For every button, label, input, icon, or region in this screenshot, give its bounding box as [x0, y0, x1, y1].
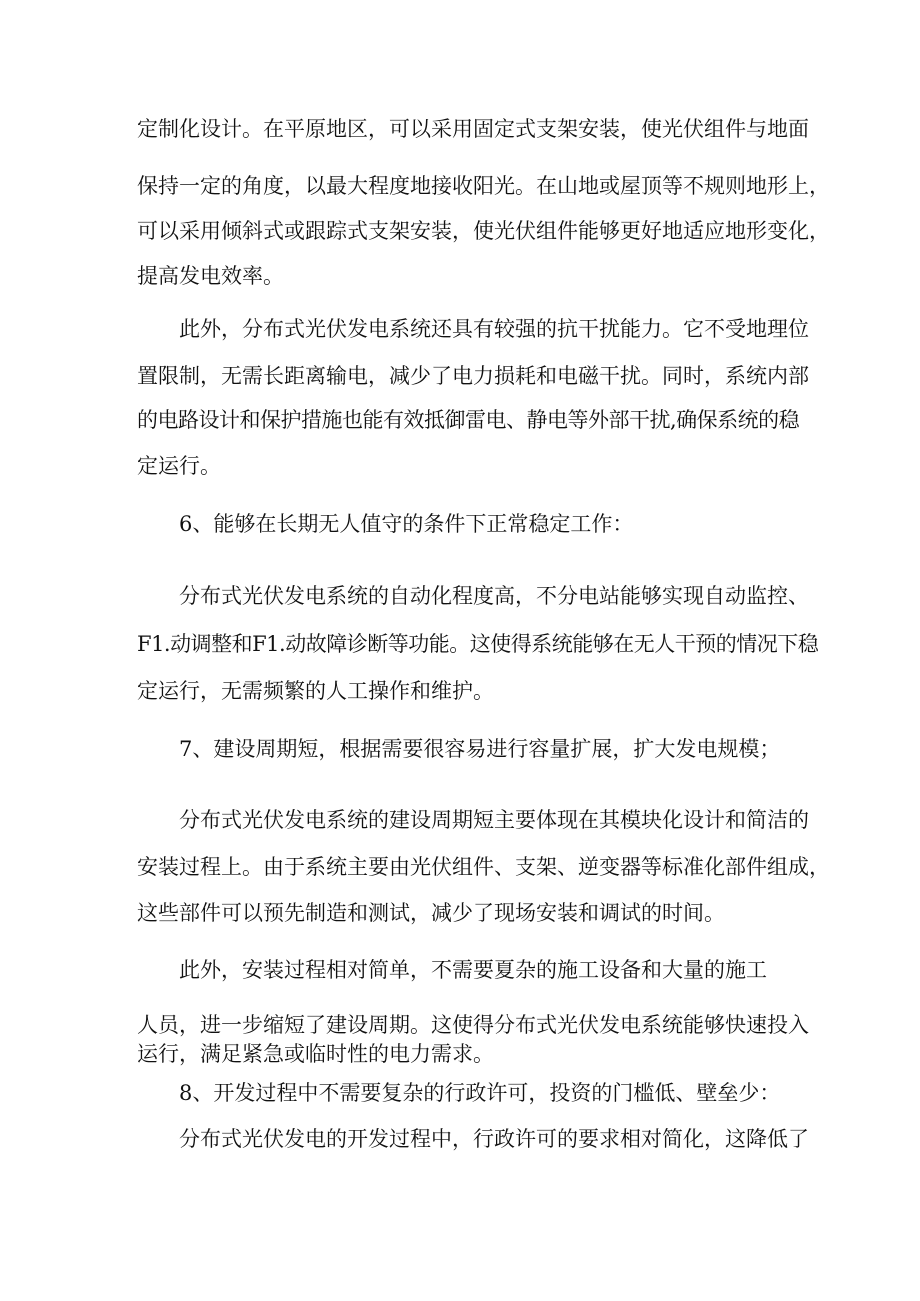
paragraph-line: 保持一定的角度，以最大程度地接收阳光。在山地或屋顶等不规则地形上， — [137, 174, 830, 198]
paragraph-line: 安装过程上。由于系统主要由光伏组件、支架、逆变器等标准化部件组成， — [137, 855, 830, 879]
paragraph-line: 定运行，无需频繁的人工操作和维护。 — [137, 679, 494, 703]
section-heading: 7、建设周期短，根据需要很容易进行容量扩展，扩大发电规模； — [179, 737, 781, 761]
section-heading: 8、开发过程中不需要复杂的行政许可，投资的门槛低、壁垒少： — [179, 1081, 781, 1105]
paragraph-line: 定制化设计。在平原地区，可以采用固定式支架安装，使光伏组件与地面 — [137, 117, 809, 141]
paragraph-line: 运行，满足紧急或临时性的电力需求。 — [137, 1042, 494, 1066]
paragraph-line: 分布式光伏发电系统的建设周期短主要体现在其模块化设计和简洁的 — [179, 808, 809, 832]
paragraph-line: 提高发电效率。 — [137, 264, 284, 288]
paragraph-line: 定运行。 — [137, 454, 221, 478]
paragraph-line: 此外，分布式光伏发电系统还具有较强的抗干扰能力。它不受地理位 — [179, 317, 809, 341]
paragraph-line: 人员，进一步缩短了建设周期。这使得分布式光伏发电系统能够快速投入 — [137, 1013, 809, 1037]
paragraph-line: 可以采用倾斜式或跟踪式支架安装，使光伏组件能够更好地适应地形变化， — [137, 219, 830, 243]
paragraph-line: F1.动调整和F1.动故障诊断等功能。这使得系统能够在无人干预的情况下稳 — [137, 632, 819, 656]
paragraph-line: 这些部件可以预先制造和测试，减少了现场安装和调试的时间。 — [137, 901, 725, 925]
paragraph-line: 分布式光伏发电系统的自动化程度高，不分电站能够实现自动监控、 — [179, 584, 809, 608]
section-heading: 6、能够在长期无人值守的条件下正常稳定工作： — [179, 512, 634, 536]
paragraph-line: 置限制，无需长距离输电，减少了电力损耗和电磁干扰。同时，系统内部 — [137, 364, 809, 388]
paragraph-line: 此外，安装过程相对简单，不需要夏杂的施工设备和大量的施工 — [179, 958, 767, 982]
paragraph-line: 的电路设计和保护措施也能有效抵御雷电、静电等外部干扰,确保系统的稳 — [137, 408, 800, 432]
paragraph-line: 分布式光伏发电的开发过程中，行政许可的要求相对简化，这降低了 — [179, 1127, 809, 1151]
